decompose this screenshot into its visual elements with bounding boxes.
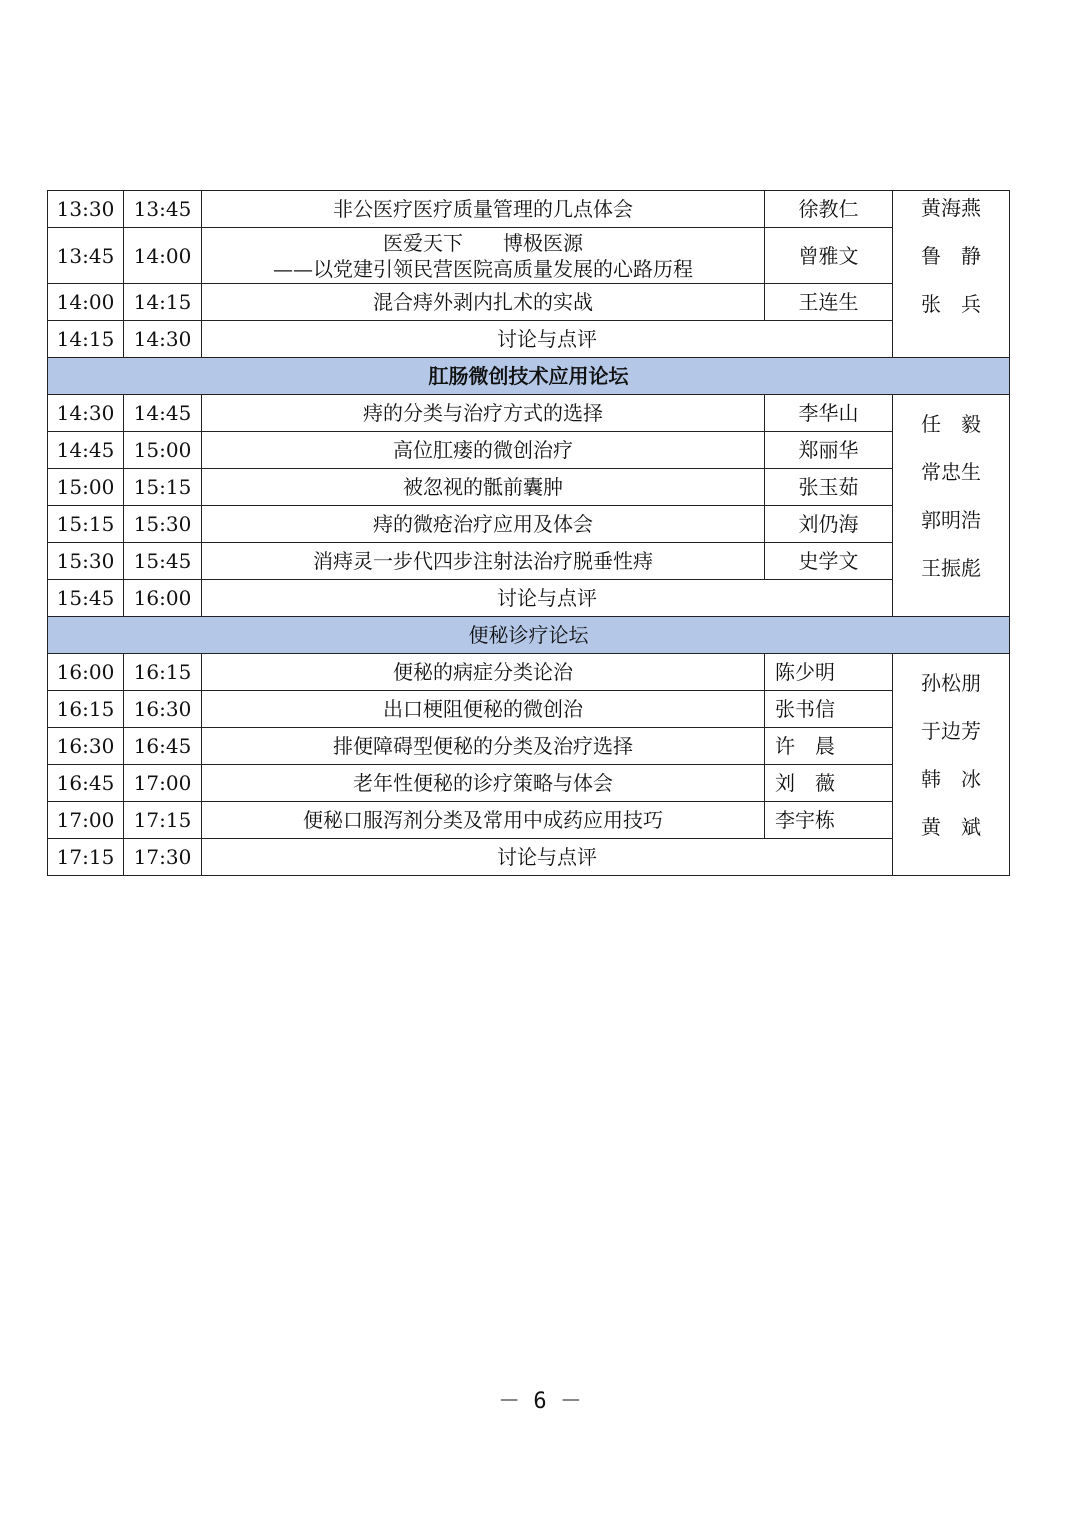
table-row xyxy=(48,191,1010,228)
speaker: 王连生 xyxy=(765,284,893,321)
table-row xyxy=(48,432,1010,469)
speaker: 徐教仁 xyxy=(765,191,893,228)
topic: 讨论与点评 xyxy=(202,580,893,617)
moderator: 孙松朋 xyxy=(921,671,981,695)
topic: 非公医疗医疗质量管理的几点体会 xyxy=(202,191,765,228)
moderator: 任 毅 xyxy=(921,412,981,436)
end-time: 16:45 xyxy=(124,728,202,765)
topic-line: 医爱天下 博极医源 xyxy=(383,230,583,255)
start-time: 17:00 xyxy=(48,802,124,839)
table-row xyxy=(48,802,1010,839)
end-time: 14:00 xyxy=(124,228,202,284)
topic: 高位肛瘘的微创治疗 xyxy=(202,432,765,469)
topic: 消痔灵一步代四步注射法治疗脱垂性痔 xyxy=(202,543,765,580)
moderator: 黄海燕 xyxy=(921,196,981,220)
table-row xyxy=(48,395,1010,432)
start-time: 15:30 xyxy=(48,543,124,580)
moderator: 鲁 静 xyxy=(921,244,981,268)
end-time: 15:00 xyxy=(124,432,202,469)
section-title: 肛肠微创技术应用论坛 xyxy=(48,358,1010,395)
start-time: 16:30 xyxy=(48,728,124,765)
start-time: 15:45 xyxy=(48,580,124,617)
topic: 混合痔外剥内扎术的实战 xyxy=(202,284,765,321)
end-time: 14:30 xyxy=(124,321,202,358)
table-row xyxy=(48,228,1010,284)
topic: 被忽视的骶前囊肿 xyxy=(202,469,765,506)
table-row xyxy=(48,728,1010,765)
topic: 痔的微疮治疗应用及体会 xyxy=(202,506,765,543)
topic: 痔的分类与治疗方式的选择 xyxy=(202,395,765,432)
speaker: 陈少明 xyxy=(765,654,893,691)
end-time: 13:45 xyxy=(124,191,202,228)
speaker: 许 晨 xyxy=(765,728,893,765)
section-header xyxy=(48,617,1010,654)
table-row xyxy=(48,839,1010,876)
speaker: 李华山 xyxy=(765,395,893,432)
end-time: 15:45 xyxy=(124,543,202,580)
topic: 排便障碍型便秘的分类及治疗选择 xyxy=(202,728,765,765)
moderators-cell xyxy=(893,191,1010,358)
moderator: 张 兵 xyxy=(921,292,981,316)
topic: 老年性便秘的诊疗策略与体会 xyxy=(202,765,765,802)
table-row xyxy=(48,580,1010,617)
end-time: 17:15 xyxy=(124,802,202,839)
end-time: 15:30 xyxy=(124,506,202,543)
end-time: 17:00 xyxy=(124,765,202,802)
table-row xyxy=(48,469,1010,506)
moderator: 于边芳 xyxy=(921,719,981,743)
moderator: 常忠生 xyxy=(921,460,981,484)
start-time: 13:30 xyxy=(48,191,124,228)
start-time: 16:15 xyxy=(48,691,124,728)
end-time: 14:15 xyxy=(124,284,202,321)
start-time: 15:00 xyxy=(48,469,124,506)
speaker: 郑丽华 xyxy=(765,432,893,469)
section-header xyxy=(48,358,1010,395)
end-time: 17:30 xyxy=(124,839,202,876)
topic: 讨论与点评 xyxy=(202,839,893,876)
start-time: 14:45 xyxy=(48,432,124,469)
start-time: 14:15 xyxy=(48,321,124,358)
moderators-cell xyxy=(893,395,1010,617)
moderators-cell xyxy=(893,654,1010,876)
end-time: 14:45 xyxy=(124,395,202,432)
speaker: 李宇栋 xyxy=(765,802,893,839)
topic: 便秘的病症分类论治 xyxy=(202,654,765,691)
page-number: － 6 － xyxy=(498,1389,582,1414)
end-time: 15:15 xyxy=(124,469,202,506)
topic: 讨论与点评 xyxy=(202,321,893,358)
moderator: 王振彪 xyxy=(921,556,981,580)
table-row xyxy=(48,321,1010,358)
end-time: 16:00 xyxy=(124,580,202,617)
agenda-table xyxy=(47,190,1010,876)
table-row xyxy=(48,284,1010,321)
section-title: 便秘诊疗论坛 xyxy=(48,617,1010,654)
end-time: 16:15 xyxy=(124,654,202,691)
table-row xyxy=(48,654,1010,691)
start-time: 14:30 xyxy=(48,395,124,432)
speaker: 史学文 xyxy=(765,543,893,580)
table-row xyxy=(48,543,1010,580)
moderator: 黄 斌 xyxy=(921,815,981,839)
table-row xyxy=(48,506,1010,543)
topic xyxy=(202,228,765,284)
speaker: 张玉茹 xyxy=(765,469,893,506)
moderator: 郭明浩 xyxy=(921,508,981,532)
speaker: 曾雅文 xyxy=(765,228,893,284)
topic: 便秘口服泻剂分类及常用中成药应用技巧 xyxy=(202,802,765,839)
start-time: 17:15 xyxy=(48,839,124,876)
start-time: 16:45 xyxy=(48,765,124,802)
start-time: 15:15 xyxy=(48,506,124,543)
speaker: 张书信 xyxy=(765,691,893,728)
table-row xyxy=(48,765,1010,802)
table-row xyxy=(48,691,1010,728)
start-time: 16:00 xyxy=(48,654,124,691)
speaker: 刘 薇 xyxy=(765,765,893,802)
moderator: 韩 冰 xyxy=(921,767,981,791)
start-time: 13:45 xyxy=(48,228,124,284)
end-time: 16:30 xyxy=(124,691,202,728)
start-time: 14:00 xyxy=(48,284,124,321)
speaker: 刘仍海 xyxy=(765,506,893,543)
topic: 出口梗阻便秘的微创治 xyxy=(202,691,765,728)
topic-line: ——以党建引领民营医院高质量发展的心路历程 xyxy=(273,256,693,281)
